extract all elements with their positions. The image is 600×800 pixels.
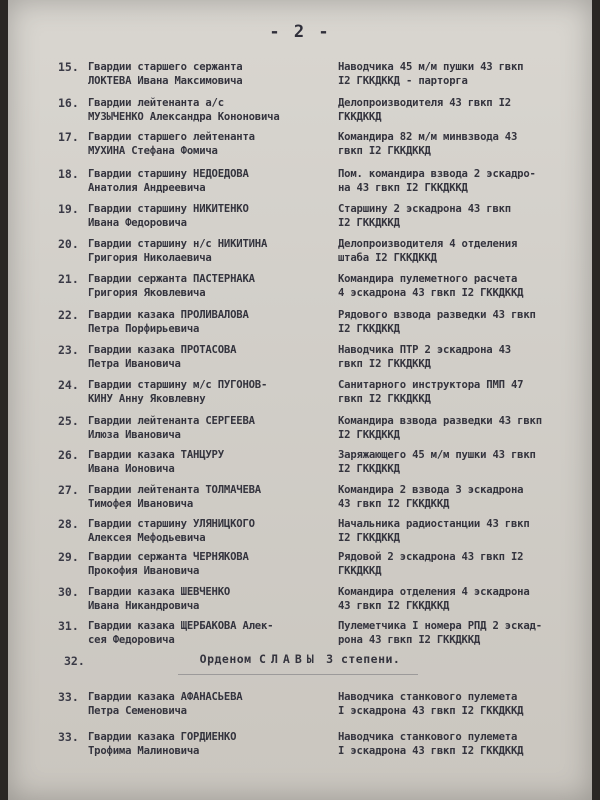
entry-position: Заряжающего 45 м/м пушки 43 гвкп I2 ГККДККД: [338, 449, 536, 475]
list-item: [8, 202, 592, 238]
entry-name: Гвардии казака ЩЕРБАКОВА Алек- сея Федоровича: [88, 620, 274, 646]
list-item: [8, 308, 592, 344]
list-item: [8, 517, 592, 553]
entry-position: Пулеметчика I номера РПД 2 эскад- рона 43 гвкп I2 ГККДККД: [338, 620, 542, 646]
entry-name: Гвардии казака ПРОЛИВАЛОВА Петра Порфирьевича: [88, 309, 249, 335]
entry-number: 31.: [58, 619, 79, 633]
entry-number: 18.: [58, 167, 79, 181]
list-item: [8, 730, 592, 766]
page-number: - 2 -: [269, 22, 331, 42]
list-item: [8, 60, 592, 96]
entry-number: 33.: [58, 730, 79, 744]
entry-name: Гвардии старшину НЕДОЕДОВА Анатолия Андреевича: [88, 168, 249, 194]
entry-name: Гвардии старшину НИКИТЕНКО Ивана Федоровича: [88, 203, 249, 229]
list-item: [8, 167, 592, 203]
entry-number: 27.: [58, 483, 79, 497]
entry-number: 17.: [58, 130, 79, 144]
list-item: [8, 130, 592, 166]
entry-name: Гвардии лейтенанта ТОЛМАЧЕВА Тимофея Ивановича: [88, 484, 261, 510]
entry-name: Гвардии казака ТАНЦУРУ Ивана Ионовича: [88, 449, 224, 475]
list-item: [8, 690, 592, 726]
entry-number: 24.: [58, 378, 79, 392]
award-list: [8, 0, 592, 800]
list-item: [8, 585, 592, 621]
entry-position: Наводчика ПТР 2 эскадрона 43 гвкп I2 ГККДККД: [338, 344, 511, 370]
entry-number: 28.: [58, 517, 79, 531]
entry-position: Санитарного инструктора ПМП 47 гвкп I2 ГККДККД: [338, 379, 524, 405]
entry-name: Гвардии старшину н/с НИКИТИНА Григория Николаевича: [88, 238, 268, 264]
entry-number: 21.: [58, 272, 79, 286]
entry-number: 23.: [58, 343, 79, 357]
section-divider: [178, 674, 418, 675]
entry-name: Гвардии лейтенанта а/с МУЗЫЧЕНКО Александра Кононовича: [88, 97, 280, 123]
list-item: [8, 483, 592, 519]
list-item: [8, 414, 592, 450]
entry-name: Гвардии старшего сержанта ЛОКТЕВА Ивана Максимовича: [88, 61, 243, 87]
section-number: 32.: [64, 654, 85, 668]
entry-name: Гвардии старшину м/с ПУГОНОВ- КИНУ Анну Яковлевну: [88, 379, 268, 405]
entry-number: 19.: [58, 202, 79, 216]
entry-number: 25.: [58, 414, 79, 428]
entry-name: Гвардии сержанта ПАСТЕРНАКА Григория Яковлевича: [88, 273, 255, 299]
list-item: [8, 378, 592, 414]
entry-position: Рядового взвода разведки 43 гвкп I2 ГККДККД: [338, 309, 536, 335]
entry-name: Гвардии казака ПРОТАСОВА Петра Ивановича: [88, 344, 237, 370]
entry-position: Командира пулеметного расчета 4 эскадрона 43 гвкп I2 ГККДККД: [338, 273, 524, 299]
entry-position: Наводчика станкового пулемета I эскадрона 43 гвкп I2 ГККДККД: [338, 691, 524, 717]
entry-position: Командира 2 взвода 3 эскадрона 43 гвкп I2 ГККДККД: [338, 484, 524, 510]
list-item: [8, 237, 592, 273]
entry-name: Гвардии казака ГОРДИЕНКО Трофима Малиновича: [88, 731, 237, 757]
entry-number: 29.: [58, 550, 79, 564]
entry-name: Гвардии сержанта ЧЕРНЯКОВА Прокофия Ивановича: [88, 551, 249, 577]
section-heading-prefix: Орденом: [199, 652, 252, 666]
entry-number: 30.: [58, 585, 79, 599]
section-heading-word: СЛАВЫ: [259, 652, 319, 666]
entry-position: Старшину 2 эскадрона 43 гвкп I2 ГККДККД: [338, 203, 511, 229]
entry-number: 26.: [58, 448, 79, 462]
entry-name: Гвардии казака ШЕВЧЕНКО Ивана Никандровича: [88, 586, 231, 612]
section-heading-suffix: 3 степени.: [326, 652, 401, 666]
entry-position: Наводчика 45 м/м пушки 43 гвкп I2 ГККДККД - парторга: [338, 61, 524, 87]
entry-position: Делопроизводителя 4 отделения штаба I2 ГККДККД: [338, 238, 518, 264]
list-item: [8, 448, 592, 484]
document-page: [8, 0, 592, 800]
entry-position: Рядовой 2 эскадрона 43 гвкп I2 ГККДККД: [338, 551, 524, 577]
entry-name: Гвардии старшину УЛЯНИЦКОГО Алексея Мефодьевича: [88, 518, 255, 544]
entry-position: Командира 82 м/м минвзвода 43 гвкп I2 ГККДККД: [338, 131, 518, 157]
entry-name: Гвардии старшего лейтенанта МУХИНА Стефана Фомича: [88, 131, 255, 157]
section-heading: [8, 652, 592, 666]
entry-number: 22.: [58, 308, 79, 322]
entry-name: Гвардии лейтенанта СЕРГЕЕВА Илюза Ивановича: [88, 415, 255, 441]
list-item: [8, 96, 592, 132]
list-item: [8, 343, 592, 379]
entry-position: Наводчика станкового пулемета I эскадрона 43 гвкп I2 ГККДККД: [338, 731, 524, 757]
list-item: [8, 619, 592, 655]
entry-number: 16.: [58, 96, 79, 110]
entry-number: 20.: [58, 237, 79, 251]
entry-name: Гвардии казака АФАНАСЬЕВА Петра Семеновича: [88, 691, 243, 717]
entry-position: Командира отделения 4 эскадрона 43 гвкп I2 ГККДККД: [338, 586, 530, 612]
entry-position: Пом. командира взвода 2 эскадро- на 43 гвкп I2 ГККДККД: [338, 168, 536, 194]
entry-position: Начальника радиостанции 43 гвкп I2 ГККДККД: [338, 518, 530, 544]
entry-number: 33.: [58, 690, 79, 704]
entry-position: Делопроизводителя 43 гвкп I2 ГККДККД: [338, 97, 511, 123]
list-item: [8, 272, 592, 308]
entry-number: 15.: [58, 60, 79, 74]
list-item: [8, 550, 592, 586]
entry-position: Командира взвода разведки 43 гвкп I2 ГККДККД: [338, 415, 542, 441]
